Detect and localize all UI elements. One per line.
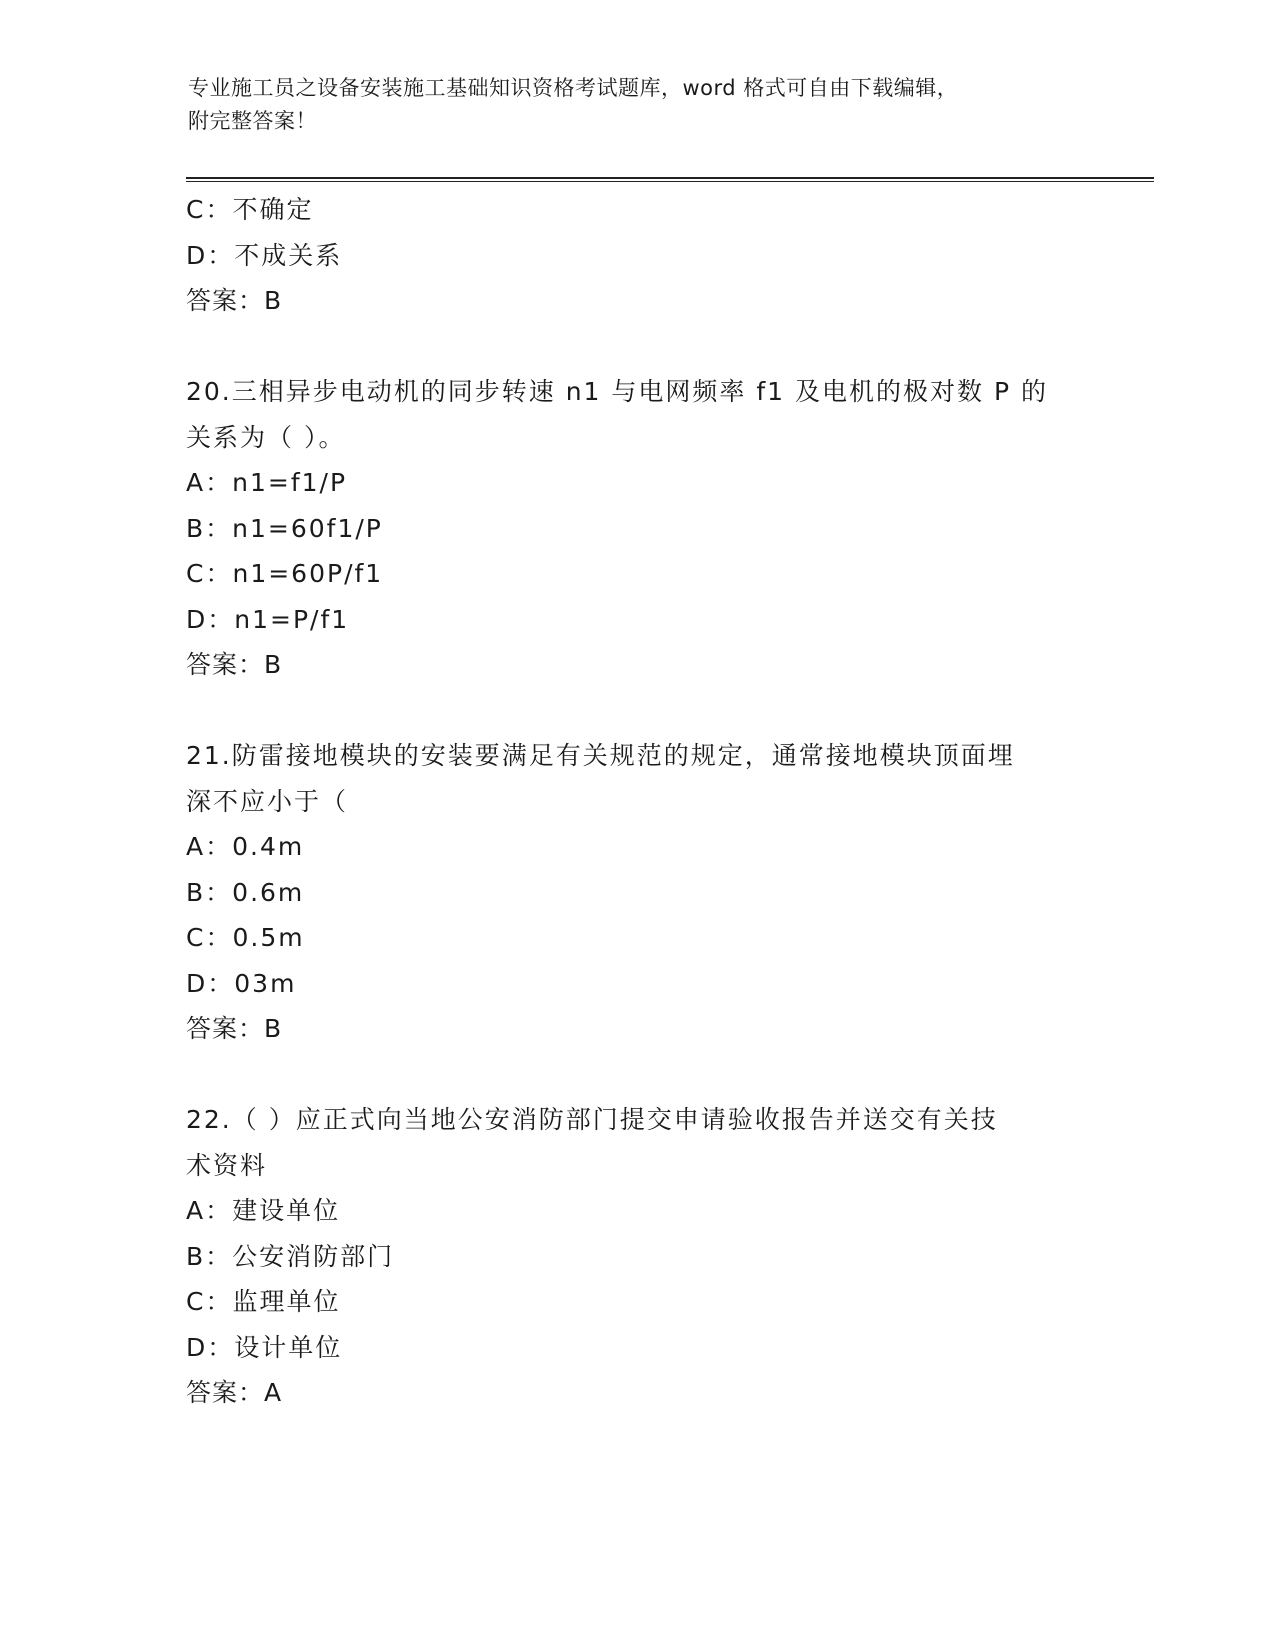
answer-value: B [264, 650, 283, 679]
question-stem: 术资料 [186, 1150, 268, 1180]
answer-value: B [264, 1014, 283, 1043]
header-divider [186, 177, 1154, 182]
question-list [186, 187, 1086, 1416]
question-20 [186, 369, 1086, 688]
option-text: 设计单位 [234, 1332, 343, 1362]
option-label: B [186, 513, 206, 543]
option-text: 0.5m [232, 923, 305, 952]
question-stem: 22.（ ）应正式向当地公安消防部门提交申请验收报告并送交有关技 [186, 1105, 998, 1134]
question-stem: 深不应小于（ [186, 786, 349, 816]
option-label: C [186, 923, 206, 952]
question-stem: 20.三相异步电动机的同步转速 n1 与电网频率 f1 及电机的极对数 P 的 [186, 377, 1048, 406]
answer-line [186, 1370, 1086, 1416]
answer-label: 答案： [186, 1378, 265, 1407]
option-text: n1=60P/f1 [232, 559, 384, 588]
spacer [186, 324, 1086, 370]
option-c: C：0.5m [186, 923, 305, 952]
option-a: A：建设单位 [186, 1196, 341, 1225]
option-c: C：不确定 [186, 195, 314, 224]
question-stem: 关系为（ ）。 [186, 422, 346, 452]
question-21 [186, 733, 1086, 1052]
option-b: B：公安消防部门 [186, 1241, 395, 1271]
option-label: D [186, 968, 208, 998]
option-d: D：n1=P/f1 [186, 604, 350, 634]
option-d: D：设计单位 [186, 1332, 343, 1362]
option-b: B：0.6m [186, 877, 305, 907]
answer-label: 答案： [186, 1014, 265, 1043]
option-b: B：n1=60f1/P [186, 513, 383, 543]
option-label: A [186, 1196, 206, 1225]
option-label: C [186, 559, 206, 588]
option-label: D [186, 240, 208, 270]
option-text: n1=f1/P [232, 468, 348, 497]
answer-label: 答案： [186, 286, 265, 315]
option-text: 03m [234, 968, 297, 998]
option-a: A：0.4m [186, 832, 305, 861]
option-a: A：n1=f1/P [186, 468, 348, 497]
answer-line [186, 1006, 1086, 1052]
spacer [186, 1052, 1086, 1098]
option-label: C [186, 1287, 206, 1316]
option-d: D：03m [186, 968, 297, 998]
option-text: 不成关系 [234, 240, 343, 270]
option-label: D [186, 604, 208, 634]
spacer [186, 688, 1086, 734]
question-22 [186, 1097, 1086, 1416]
option-label: C [186, 195, 206, 224]
option-text: 0.4m [232, 832, 305, 861]
option-text: 公安消防部门 [232, 1241, 395, 1271]
page-header: 专业施工员之设备安装施工基础知识资格考试题库，word 格式可自由下载编辑， 附完整答案！ [188, 76, 959, 133]
option-label: B [186, 1241, 206, 1271]
answer-label: 答案： [186, 650, 265, 679]
option-text: 不确定 [232, 195, 314, 224]
answer-line [186, 642, 1086, 688]
option-text: 0.6m [232, 877, 305, 907]
option-label: A [186, 832, 206, 861]
option-text: 建设单位 [232, 1196, 341, 1225]
option-label: D [186, 1332, 208, 1362]
option-d: D：不成关系 [186, 240, 343, 270]
option-c: C：n1=60P/f1 [186, 559, 384, 588]
option-c: C：监理单位 [186, 1287, 341, 1316]
previous-question-fragment [186, 187, 1086, 324]
option-text: n1=60f1/P [232, 513, 383, 543]
option-text: 监理单位 [232, 1287, 341, 1316]
question-stem: 21.防雷接地模块的安装要满足有关规范的规定，通常接地模块顶面埋 [186, 741, 1015, 770]
answer-value: A [264, 1378, 283, 1407]
option-label: A [186, 468, 206, 497]
answer-value: B [264, 286, 283, 315]
option-text: n1=P/f1 [234, 604, 350, 634]
option-label: B [186, 877, 206, 907]
answer-line [186, 278, 1086, 324]
